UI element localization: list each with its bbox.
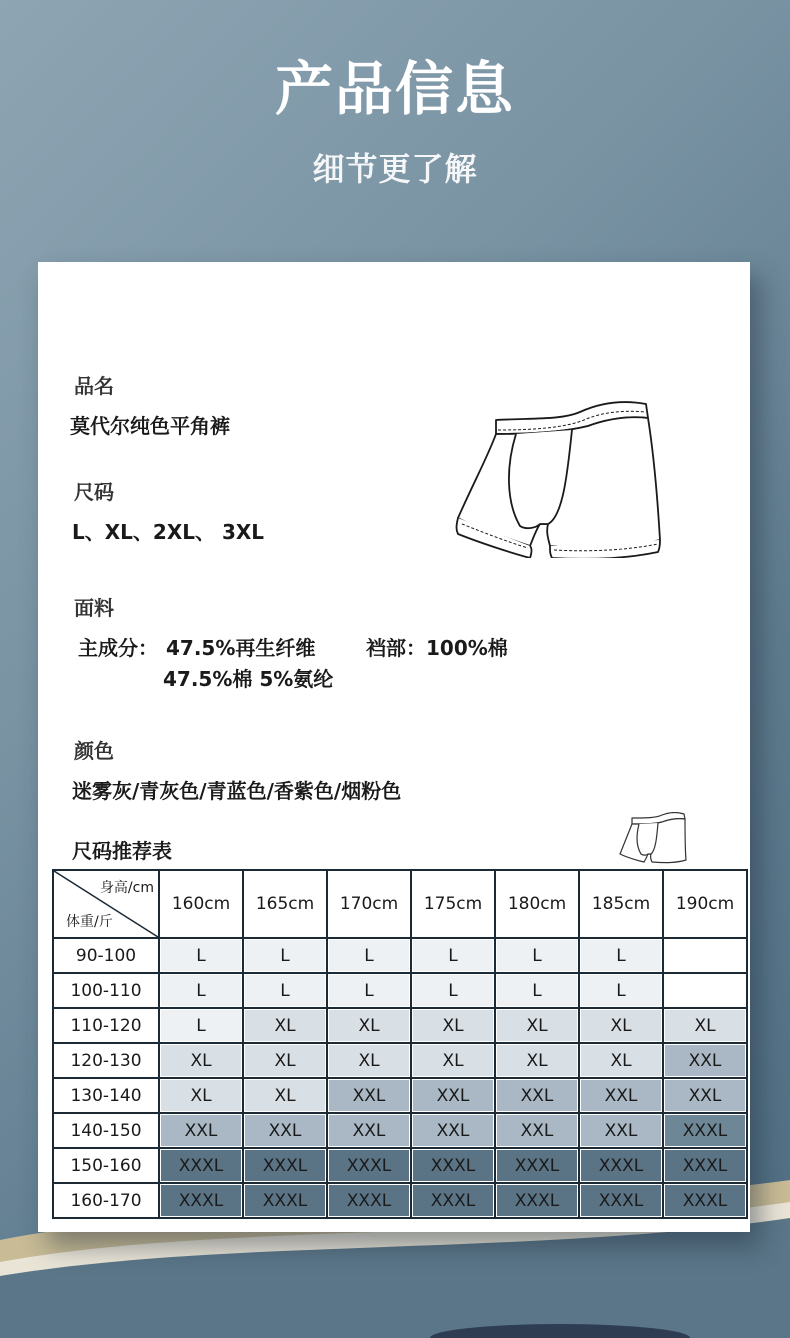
size-cell-value: XXXL (329, 1185, 409, 1216)
size-cell-value: XXL (413, 1115, 493, 1146)
size-cell-value: L (581, 975, 661, 1006)
size-chart-title: 尺码推荐表 (72, 839, 172, 863)
size-chart-corner (53, 870, 159, 938)
size-chart-row (53, 1183, 747, 1218)
color-label: 颜色 (74, 739, 114, 763)
size-cell-value: L (497, 975, 577, 1006)
weight-range-cell (53, 1148, 159, 1183)
size-cell (663, 1078, 747, 1113)
weight-range-label: 100-110 (70, 980, 142, 1001)
size-cell (243, 1008, 327, 1043)
size-cell (663, 1183, 747, 1218)
size-cell-value: XL (497, 1010, 577, 1041)
size-chart-row (53, 1008, 747, 1043)
size-chart-table (52, 869, 748, 1219)
height-header-160: 160cm (159, 870, 243, 938)
size-cell (159, 973, 243, 1008)
size-cell-value: XXXL (497, 1150, 577, 1181)
corner-height-label: 身高/cm (99, 880, 154, 896)
size-cell (327, 1008, 411, 1043)
size-cell (327, 1043, 411, 1078)
size-cell (159, 1148, 243, 1183)
weight-range-cell (53, 1078, 159, 1113)
size-cell (243, 1148, 327, 1183)
size-cell (411, 1183, 495, 1218)
size-cell (411, 1148, 495, 1183)
size-cell (411, 973, 495, 1008)
weight-range-cell (53, 938, 159, 973)
size-cell (327, 1113, 411, 1148)
height-header-170: 170cm (327, 870, 411, 938)
size-cell (159, 1078, 243, 1113)
size-cell (327, 938, 411, 973)
size-cell (579, 1078, 663, 1113)
size-chart-row (53, 973, 747, 1008)
height-header-165: 165cm (243, 870, 327, 938)
size-cell-value: L (161, 975, 241, 1006)
size-cell-value: L (245, 975, 325, 1006)
size-cell (495, 973, 579, 1008)
product-info-card (38, 262, 750, 1232)
size-cell (579, 1148, 663, 1183)
size-cell (243, 1113, 327, 1148)
size-cell-value: XXL (665, 1045, 745, 1076)
size-cell-value: XXXL (161, 1185, 241, 1216)
size-chart-row (53, 1113, 747, 1148)
size-cell-value: XL (161, 1045, 241, 1076)
size-cell-value: L (161, 1010, 241, 1041)
size-cell-value: XL (413, 1010, 493, 1041)
size-cell (327, 1078, 411, 1113)
weight-range-cell (53, 1043, 159, 1078)
size-cell (663, 1148, 747, 1183)
size-cell-value: XXXL (665, 1185, 745, 1216)
size-cell (411, 1043, 495, 1078)
size-cell-value: XL (581, 1045, 661, 1076)
fabric-main-line1: 47.5%再生纤维 (166, 636, 316, 660)
size-cell-value: XXL (245, 1115, 325, 1146)
size-value: L、XL、2XL、 3XL (72, 520, 265, 544)
size-cell-value: L (413, 940, 493, 971)
size-cell-value (665, 975, 745, 1006)
weight-range-label: 120-130 (70, 1050, 142, 1071)
size-cell (495, 1183, 579, 1218)
size-cell (159, 1043, 243, 1078)
size-cell (159, 1183, 243, 1218)
size-cell (411, 1008, 495, 1043)
height-header-185: 185cm (579, 870, 663, 938)
size-cell-value: XL (161, 1080, 241, 1111)
size-chart-row (53, 1078, 747, 1113)
height-header-190: 190cm (663, 870, 747, 938)
size-cell (663, 938, 747, 973)
size-cell-value: XXL (161, 1115, 241, 1146)
size-cell-value: XXL (581, 1115, 661, 1146)
name-label: 品名 (74, 374, 114, 398)
size-cell-value: XL (497, 1045, 577, 1076)
size-chart-header-row (53, 870, 747, 938)
size-cell (663, 1113, 747, 1148)
size-cell (579, 1008, 663, 1043)
size-cell-value: XXXL (581, 1150, 661, 1181)
size-cell (495, 1148, 579, 1183)
fabric-crotch: 裆部：100%棉 (366, 636, 508, 660)
size-chart-row (53, 938, 747, 973)
size-cell-value: XXXL (413, 1150, 493, 1181)
size-cell (243, 938, 327, 973)
size-cell (243, 1043, 327, 1078)
header-title: 产品信息 (274, 55, 515, 123)
size-label: 尺码 (74, 480, 114, 504)
size-cell-value: XL (581, 1010, 661, 1041)
fabric-label: 面料 (74, 596, 114, 620)
size-cell (327, 1183, 411, 1218)
size-cell (411, 938, 495, 973)
height-header-175: 175cm (411, 870, 495, 938)
size-cell-value: L (581, 940, 661, 971)
size-cell (579, 1043, 663, 1078)
size-cell-value: XXL (329, 1080, 409, 1111)
size-cell (579, 1113, 663, 1148)
size-cell (663, 1008, 747, 1043)
size-cell-value: XXXL (245, 1185, 325, 1216)
size-cell-value: L (329, 940, 409, 971)
size-cell-value: XXXL (161, 1150, 241, 1181)
size-cell-value: XXL (413, 1080, 493, 1111)
size-cell (159, 938, 243, 973)
fabric-main-label: 主成分： (78, 636, 158, 660)
size-cell (411, 1078, 495, 1113)
weight-range-label: 90-100 (75, 945, 137, 966)
size-cell-value: XXXL (665, 1115, 745, 1146)
size-cell-value: XXL (581, 1080, 661, 1111)
size-cell-value: XL (665, 1010, 745, 1041)
color-value: 迷雾灰/青灰色/青蓝色/香紫色/烟粉色 (72, 779, 402, 803)
weight-range-label: 160-170 (70, 1190, 142, 1211)
name-value: 莫代尔纯色平角裤 (70, 414, 230, 438)
size-cell (579, 973, 663, 1008)
size-cell (327, 1148, 411, 1183)
size-cell-value: XL (329, 1045, 409, 1076)
size-cell-value: XL (245, 1010, 325, 1041)
size-cell-value: L (329, 975, 409, 1006)
size-cell-value: XXL (497, 1080, 577, 1111)
weight-range-label: 130-140 (70, 1085, 142, 1106)
height-header-180: 180cm (495, 870, 579, 938)
weight-range-cell (53, 1183, 159, 1218)
size-cell (663, 973, 747, 1008)
boxer-briefs-line-drawing-icon (452, 396, 662, 558)
size-cell-value: L (161, 940, 241, 971)
size-cell-value: XXL (497, 1115, 577, 1146)
size-cell (243, 973, 327, 1008)
size-cell-value: XXXL (245, 1150, 325, 1181)
size-cell (495, 1113, 579, 1148)
size-cell-value: XL (245, 1080, 325, 1111)
size-cell-value: L (497, 940, 577, 971)
weight-range-cell (53, 1008, 159, 1043)
weight-range-cell (53, 1113, 159, 1148)
boxer-briefs-small-icon (618, 812, 688, 864)
weight-range-cell (53, 973, 159, 1008)
size-cell-value: XXXL (665, 1150, 745, 1181)
size-cell-value: XXXL (413, 1185, 493, 1216)
size-cell (159, 1113, 243, 1148)
size-cell-value (665, 940, 745, 971)
size-cell (327, 973, 411, 1008)
size-cell-value: XL (329, 1010, 409, 1041)
size-cell (495, 1043, 579, 1078)
weight-range-label: 110-120 (70, 1015, 142, 1036)
size-cell (579, 1183, 663, 1218)
size-cell-value: XXXL (329, 1150, 409, 1181)
size-cell-value: XXL (665, 1080, 745, 1111)
weight-range-label: 140-150 (70, 1120, 142, 1141)
size-cell-value: XXXL (497, 1185, 577, 1216)
size-cell (243, 1078, 327, 1113)
size-cell-value: XL (413, 1045, 493, 1076)
size-cell (663, 1043, 747, 1078)
size-cell-value: L (245, 940, 325, 971)
size-cell-value: XXXL (581, 1185, 661, 1216)
size-cell (411, 1113, 495, 1148)
header-subtitle: 细节更了解 (312, 150, 478, 188)
size-chart-row (53, 1043, 747, 1078)
size-cell (495, 938, 579, 973)
size-cell (159, 1008, 243, 1043)
size-cell (495, 1078, 579, 1113)
size-cell (243, 1183, 327, 1218)
corner-weight-label: 体重/斤 (66, 914, 113, 930)
fabric-main-line2: 47.5%棉 5%氨纶 (163, 667, 334, 691)
size-cell-value: XL (245, 1045, 325, 1076)
size-chart-row (53, 1148, 747, 1183)
size-cell (579, 938, 663, 973)
weight-range-label: 150-160 (70, 1155, 142, 1176)
size-cell-value: L (413, 975, 493, 1006)
size-cell (495, 1008, 579, 1043)
size-cell-value: XXL (329, 1115, 409, 1146)
